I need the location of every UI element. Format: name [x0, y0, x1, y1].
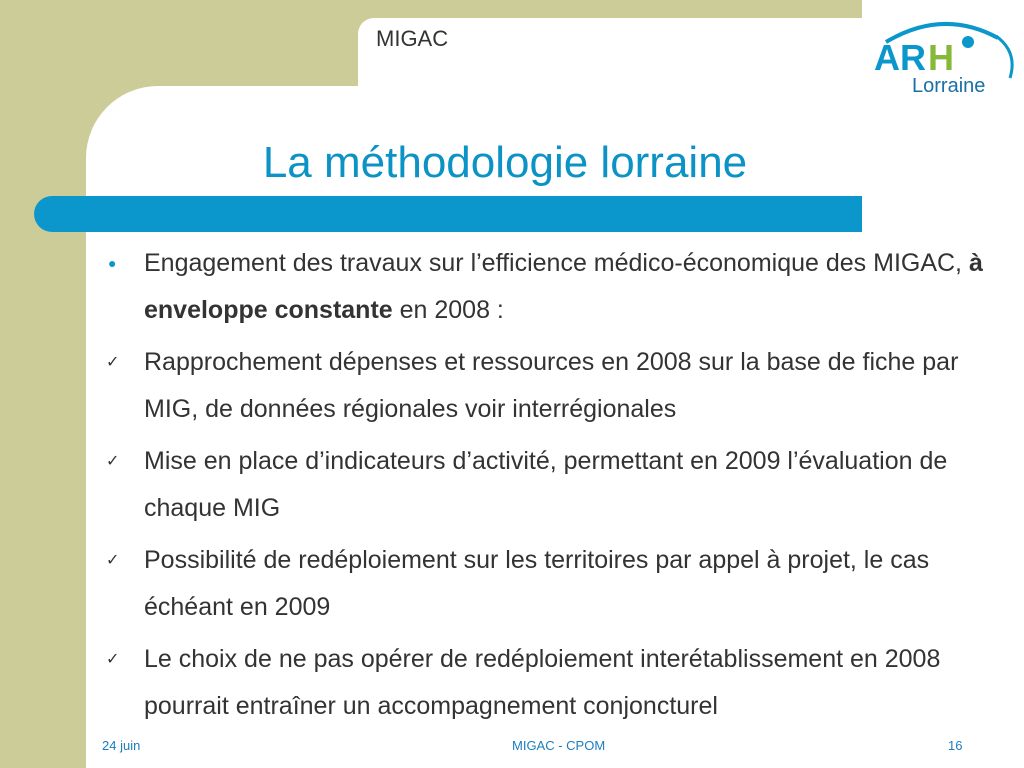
slide-title: La méthodologie lorraine — [262, 138, 748, 187]
bullet-text-after: en 2008 : — [392, 296, 504, 324]
bullet-text: Mise en place d’indicateurs d’activité, permettant en 2009 l’évaluation de chaque MIG — [144, 447, 948, 522]
bullet-dot-icon: ● — [108, 255, 117, 271]
section-label: MIGAC — [376, 26, 449, 51]
logo-subtitle: Lorraine — [912, 75, 986, 97]
footer-center: MIGAC - CPOM — [512, 738, 606, 753]
bullet-text-before: Engagement des travaux sur l’efficience médico-économique des MIGAC, — [144, 249, 969, 277]
arh-lorraine-logo — [868, 12, 1018, 98]
logo-ar: AR — [874, 37, 926, 78]
list-item — [100, 438, 1010, 532]
checkmark-icon: ✓ — [106, 552, 120, 569]
bullet-text: Le choix de ne pas opérer de redéploiement interétablissement en 2008 pourrait entraîner un accompagnement conjoncturel — [144, 645, 941, 720]
bullet-text: Possibilité de redéploiement sur les territoires par appel à projet, le cas échéant en 2009 — [144, 546, 930, 621]
checkmark-icon: ✓ — [106, 354, 120, 371]
checkmark-icon: ✓ — [106, 651, 120, 668]
bullet-text: Rapprochement dépenses et ressources en 2008 sur la base de fiche par MIG, de données régionales voir interrégionales — [144, 348, 959, 423]
footer-date: 24 juin — [102, 738, 141, 753]
list-item — [100, 240, 1010, 334]
title-underline-bar — [34, 196, 862, 232]
checkmark-icon: ✓ — [106, 453, 120, 470]
list-item — [100, 339, 1010, 433]
logo-h: H — [928, 37, 954, 78]
list-item — [100, 636, 1010, 730]
page-number: 16 — [948, 738, 963, 753]
list-item — [100, 537, 1010, 631]
bullet-list — [100, 240, 1010, 735]
bullet-text-bold: à enveloppe constante — [144, 249, 983, 324]
